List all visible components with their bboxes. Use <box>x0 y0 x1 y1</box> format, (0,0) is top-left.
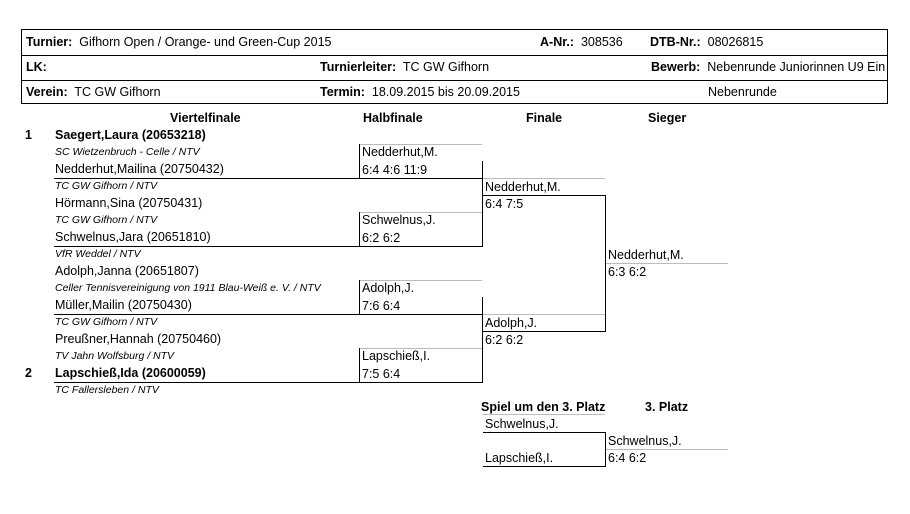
bracket-line <box>483 195 605 196</box>
anr-label: A-Nr.: <box>540 35 575 49</box>
header-row-3 <box>22 80 887 105</box>
turnier-value: Gifhorn Open / Orange- und Green-Cup 2015 <box>79 35 332 49</box>
turnierleiter-field <box>320 60 489 74</box>
bewerb-field <box>651 60 885 74</box>
verein-label: Verein: <box>26 85 68 99</box>
bewerb-label: Bewerb: <box>651 60 701 74</box>
third-place-title: Spiel um den 3. Platz <box>481 400 606 414</box>
bracket-line <box>54 246 360 247</box>
bracket-guide <box>483 178 605 179</box>
third-winner: Schwelnus,J. <box>608 434 682 448</box>
bewerb-value: Nebenrunde Juniorinnen U9 Ein <box>707 60 886 74</box>
player-4-name: Schwelnus,Jara (20651810) <box>55 230 211 244</box>
f-2-name: Adolph,J. <box>485 316 538 330</box>
col-sieger: Sieger <box>648 111 687 125</box>
bracket-line <box>483 432 605 433</box>
header-row-2 <box>22 55 887 81</box>
bracket-line <box>360 314 482 315</box>
turnier-field <box>26 35 331 49</box>
f-1-score: 6:4 7:5 <box>485 197 524 211</box>
bracket-line <box>482 161 483 247</box>
player-3-club: TC GW Gifhorn / NTV <box>55 214 158 226</box>
bracket-line <box>359 144 360 179</box>
sieger-score: 6:3 6:2 <box>608 265 647 279</box>
bracket-guide <box>606 263 728 264</box>
bracket-line <box>359 280 360 315</box>
dtb-field <box>650 35 763 49</box>
player-6-name: Müller,Mailin (20750430) <box>55 298 192 312</box>
seed-1: 1 <box>25 128 32 142</box>
hf-4-name: Lapschieß,I. <box>362 349 431 363</box>
player-8-club: TC Fallersleben / NTV <box>55 384 159 396</box>
player-7-name: Preußner,Hannah (20750460) <box>55 332 222 346</box>
dtb-label: DTB-Nr.: <box>650 35 701 49</box>
bracket-guide <box>606 449 728 450</box>
third-score: 6:4 6:2 <box>608 451 647 465</box>
header-box <box>21 29 888 104</box>
bracket-guide <box>483 414 605 415</box>
bracket-line <box>483 331 605 332</box>
termin-value: 18.09.2015 bis 20.09.2015 <box>371 85 520 99</box>
player-7-club: TV Jahn Wolfsburg / NTV <box>55 350 175 362</box>
sieger-name: Nedderhut,M. <box>608 248 684 262</box>
hf-2-score: 6:2 6:2 <box>362 231 401 245</box>
player-4-club: VfR Weddel / NTV <box>55 248 141 260</box>
f-2-score: 6:2 6:2 <box>485 333 524 347</box>
lk-field <box>26 60 47 74</box>
runde-value: Nebenrunde <box>708 85 777 99</box>
player-5-name: Adolph,Janna (20651807) <box>55 264 199 278</box>
turnier-label: Turnier: <box>26 35 73 49</box>
col-finale: Finale <box>526 111 563 125</box>
verein-value: TC GW Gifhorn <box>74 85 161 99</box>
bracket-line <box>483 466 605 467</box>
hf-2-name: Schwelnus,J. <box>362 213 436 227</box>
turnierleiter-value: TC GW Gifhorn <box>402 60 490 74</box>
player-1-name: Saegert,Laura (20653218) <box>55 128 206 142</box>
termin-label: Termin: <box>320 85 365 99</box>
bracket-line <box>54 314 360 315</box>
turnierleiter-label: Turnierleiter: <box>320 60 397 74</box>
bracket-line <box>360 178 482 179</box>
bracket-line <box>54 382 360 383</box>
bracket-line <box>54 178 360 179</box>
bracket-line <box>359 212 360 247</box>
hf-3-score: 7:6 6:4 <box>362 299 401 313</box>
termin-field <box>320 85 520 99</box>
third-player-1: Schwelnus,J. <box>485 417 559 431</box>
seed-2: 2 <box>25 366 32 380</box>
hf-1-name: Nedderhut,M. <box>362 145 438 159</box>
header-row-1 <box>22 30 887 56</box>
hf-4-score: 7:5 6:4 <box>362 367 401 381</box>
f-1-name: Nedderhut,M. <box>485 180 561 194</box>
verein-field <box>26 85 161 99</box>
anr-value: 308536 <box>580 35 623 49</box>
bracket-line <box>359 348 360 383</box>
col-halbfinale: Halbfinale <box>363 111 423 125</box>
bracket-line <box>482 297 483 383</box>
player-3-name: Hörmann,Sina (20750431) <box>55 196 203 210</box>
col-viertelfinale: Viertelfinale <box>170 111 241 125</box>
bracket-line <box>360 246 482 247</box>
bracket-guide <box>483 314 605 315</box>
hf-3-name: Adolph,J. <box>362 281 415 295</box>
dtb-value: 08026815 <box>707 35 764 49</box>
anr-field <box>540 35 623 49</box>
player-6-club: TC GW Gifhorn / NTV <box>55 316 158 328</box>
lk-label: LK: <box>26 60 47 74</box>
hf-1-score: 6:4 4:6 11:9 <box>362 163 428 177</box>
player-1-club: SC Wietzenbruch - Celle / NTV <box>55 146 200 158</box>
player-2-club: TC GW Gifhorn / NTV <box>55 180 158 192</box>
third-place-result-title: 3. Platz <box>645 400 689 414</box>
player-5-club: Celler Tennisvereinigung von 1911 Blau-Weiß e. V. / NTV <box>55 282 321 294</box>
third-player-2: Lapschieß,I. <box>485 451 554 465</box>
player-8-name: Lapschieß,Ida (20600059) <box>55 366 206 380</box>
player-2-name: Nedderhut,Mailina (20750432) <box>55 162 224 176</box>
bracket-line <box>360 382 482 383</box>
